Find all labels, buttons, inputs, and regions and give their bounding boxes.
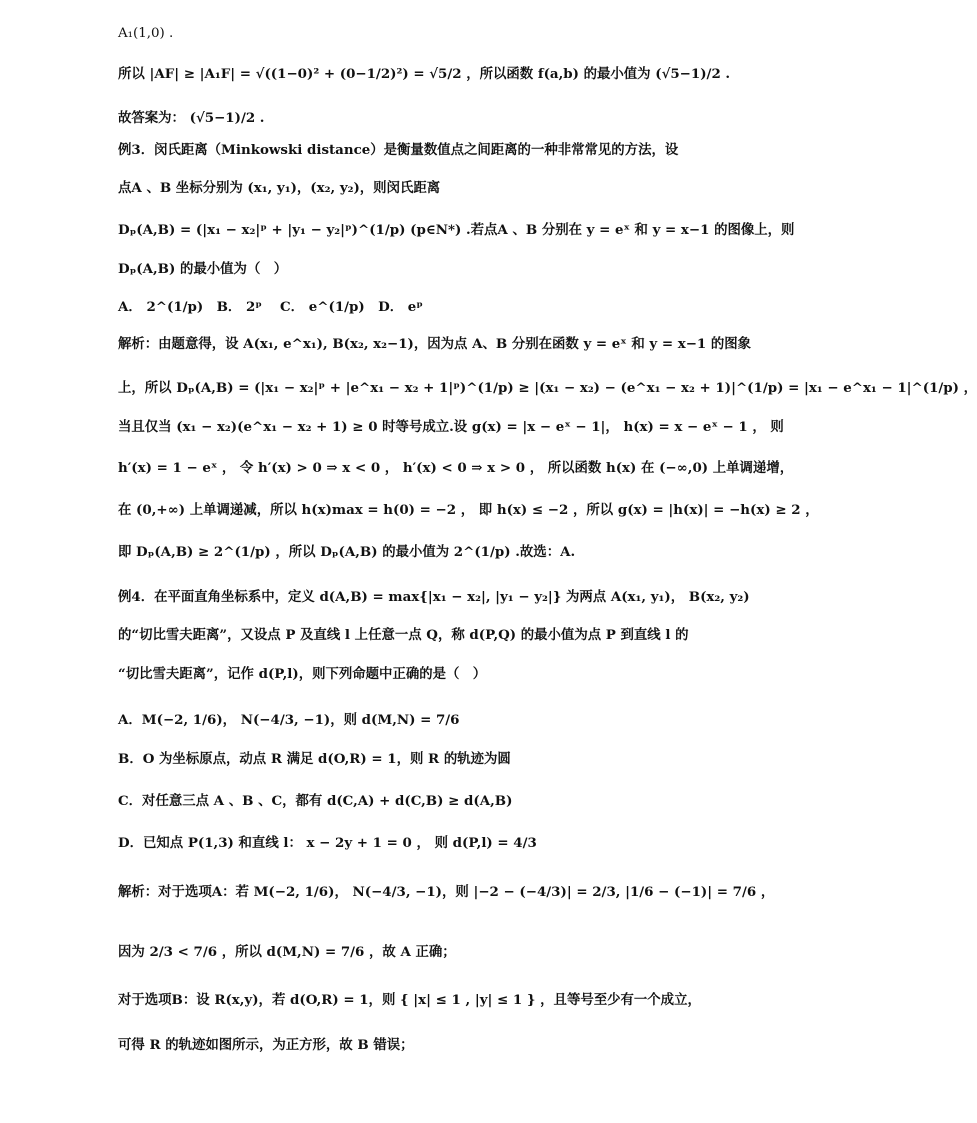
solution-line: 即 Dₚ(A,B) ≥ 2^(1/p) ，所以 Dₚ(A,B) 的最小值为 2^(1/p) .故选：A.	[118, 544, 576, 560]
option-b: B．O 为坐标原点，动点 R 满足 d(O,R) = 1，则 R 的轨迹为圆	[118, 751, 511, 767]
text-line: “切比雪夫距离”，记作 d(P,l)，则下列命题中正确的是（ ）	[118, 666, 487, 682]
solution-line: 当且仅当 (x₁ − x₂)(e^x₁ − x₂ + 1) ≥ 0 时等号成立.设 g(x) = |x − eˣ − 1|， h(x) = x − eˣ − 1 ， 则	[118, 419, 784, 435]
solution-line: 因为 2/3 < 7/6 ，所以 d(M,N) = 7/6 ，故 A 正确；	[118, 944, 456, 960]
solution-line: 解析：由题意得，设 A(x₁, e^x₁), B(x₂, x₂−1)，因为点 A、B 分别在函数 y = eˣ 和 y = x−1 的图象	[118, 336, 752, 352]
text-line: 的“切比雪夫距离”，又设点 P 及直线 l 上任意一点 Q，称 d(P,Q) 的最小值为点 P 到直线 l 的	[118, 627, 689, 643]
solution-line: 可得 R 的轨迹如图所示，为正方形，故 B 错误；	[118, 1037, 414, 1053]
text-line: 故答案为： (√5−1)/2 .	[118, 110, 265, 126]
option-a: A．M(−2, 1/6)， N(−4/3, −1)，则 d(M,N) = 7/6	[118, 712, 460, 728]
question-line: Dₚ(A,B) 的最小值为（ ）	[118, 261, 288, 277]
solution-line: 在 (0,+∞) 上单调递减，所以 h(x)max = h(0) = −2 ， 即 h(x) ≤ −2 ，所以 g(x) = |h(x)| = −h(x) ≥ 2 ，	[118, 502, 819, 518]
text-line: 点A 、B 坐标分别为 (x₁, y₁)，(x₂, y₂)，则闵氏距离	[118, 180, 441, 196]
solution-line: 对于选项B：设 R(x,y)，若 d(O,R) = 1，则 { |x| ≤ 1 , |y| ≤ 1 } ，且等号至少有一个成立，	[118, 992, 701, 1008]
text-line: A₁(1,0) .	[118, 26, 174, 41]
option-d: D．已知点 P(1,3) 和直线 l： x − 2y + 1 = 0 ， 则 d(P,l) = 4/3	[118, 835, 537, 851]
answer-options: A． 2^(1/p) B． 2ᵖ C． e^(1/p) D． eᵖ	[118, 299, 423, 315]
example-3-heading: 例3．闵氏距离（Minkowski distance）是衡量数值点之间距离的一种非常常见的方法，设	[118, 142, 679, 158]
solution-line: h′(x) = 1 − eˣ ， 令 h′(x) > 0 ⇒ x < 0 ， h′(x) < 0 ⇒ x > 0 ， 所以函数 h(x) 在 (−∞,0) 上单调递增，	[118, 460, 794, 476]
example-4-heading: 例4．在平面直角坐标系中，定义 d(A,B) = max{|x₁ − x₂|, |y₁ − y₂|} 为两点 A(x₁, y₁)， B(x₂, y₂)	[118, 589, 750, 605]
text-line: Dₚ(A,B) = (|x₁ − x₂|ᵖ + |y₁ − y₂|ᵖ)^(1/p) (p∈N*) .若点A 、B 分别在 y = eˣ 和 y = x−1 的图像上，则	[118, 222, 795, 238]
solution-line: 解析：对于选项A：若 M(−2, 1/6)， N(−4/3, −1)，则 |−2 − (−4/3)| = 2/3, |1/6 − (−1)| = 7/6 ，	[118, 884, 775, 900]
option-c: C．对任意三点 A 、B 、C，都有 d(C,A) + d(C,B) ≥ d(A,B)	[118, 793, 513, 809]
solution-line: 上，所以 Dₚ(A,B) = (|x₁ − x₂|ᵖ + |e^x₁ − x₂ + 1|ᵖ)^(1/p) ≥ |(x₁ − x₂) − (e^x₁ − x₂ + 1)|^(1/p) = |x₁ − e^x₁ − 1|^(1/p) ，	[118, 380, 977, 396]
text-line: 所以 |AF| ≥ |A₁F| = √((1−0)² + (0−1/2)²) = √5/2 ，所以函数 f(a,b) 的最小值为 (√5−1)/2 .	[118, 66, 731, 82]
